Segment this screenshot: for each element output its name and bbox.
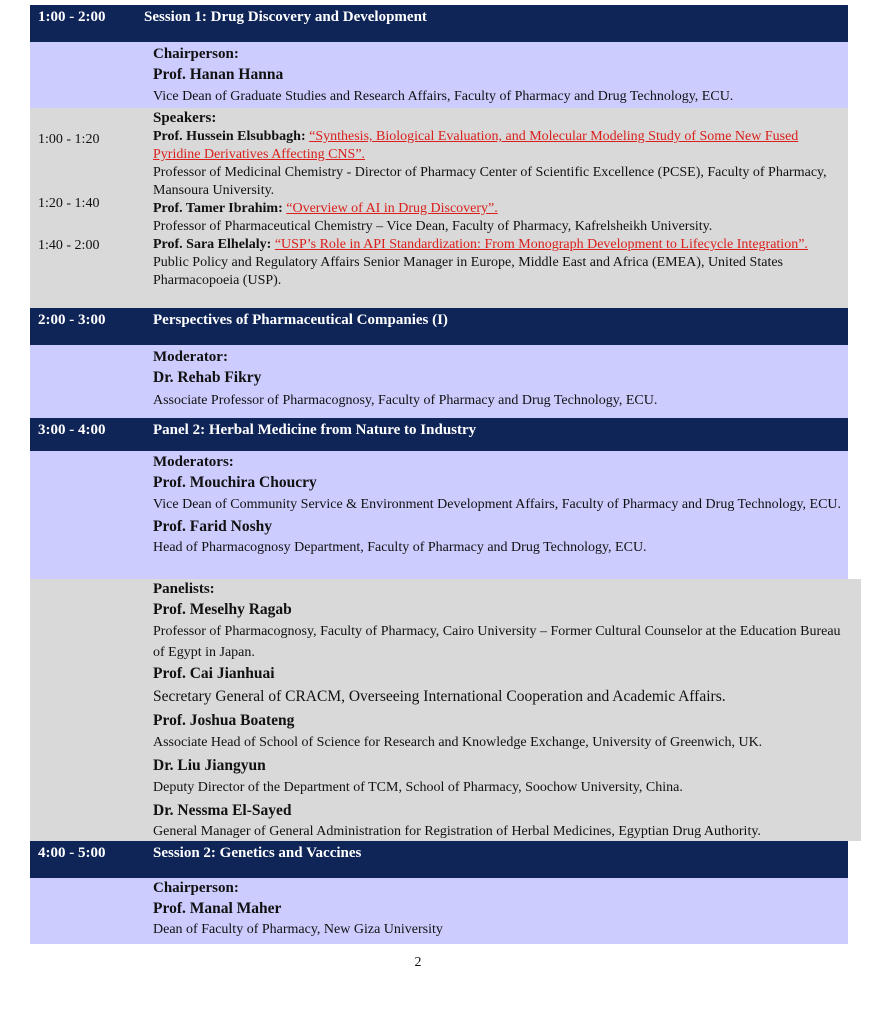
panelist-name: Prof. Meselhy Ragab bbox=[153, 601, 292, 618]
speaker-name: Prof. Tamer Ibrahim: bbox=[153, 201, 283, 216]
panel2-title: Panel 2: Herbal Medicine from Nature to Industry bbox=[153, 422, 477, 438]
talk-title-link[interactable]: “USP’s Role in API Standardization: From Monograph Development to Lifecycle Integration”. bbox=[274, 237, 808, 252]
chair-description: Vice Dean of Graduate Studies and Research Affairs, Faculty of Pharmacy and Drug Technology, ECU. bbox=[153, 89, 734, 104]
session1-time: 1:00 - 2:00 bbox=[38, 9, 106, 25]
chair-role-label: Chairperson: bbox=[153, 880, 239, 896]
panel2-panelists-block bbox=[30, 579, 861, 841]
speaker-description: Professor of Medicinal Chemistry - Director of Pharmacy Center of Scientific Excellence (PCSE), Faculty of Pharmacy, Mansoura University. bbox=[153, 165, 827, 198]
panelists-role-label: Panelists: bbox=[153, 581, 215, 597]
session2-title: Session 2: Genetics and Vaccines bbox=[153, 845, 362, 861]
moderator-name: Prof. Farid Noshy bbox=[153, 518, 272, 535]
panelist-name: Dr. Liu Jiangyun bbox=[153, 757, 266, 774]
session1-header bbox=[30, 5, 848, 42]
moderators-role-label: Moderators: bbox=[153, 454, 234, 470]
speaker-entry-1 bbox=[153, 128, 842, 164]
panel2-moderators-block bbox=[30, 451, 848, 579]
chair-name: Prof. Manal Maher bbox=[153, 900, 282, 917]
perspectives-time: 2:00 - 3:00 bbox=[38, 312, 106, 328]
speaker-entry-2 bbox=[153, 200, 842, 218]
session2-time: 4:00 - 5:00 bbox=[38, 845, 106, 861]
session2-header bbox=[30, 841, 848, 878]
panelist-description: Secretary General of CRACM, Overseeing International Cooperation and Academic Affairs. bbox=[153, 688, 726, 705]
perspectives-title: Perspectives of Pharmaceutical Companies (I) bbox=[153, 312, 448, 328]
panelist-name: Prof. Joshua Boateng bbox=[153, 712, 295, 729]
speaker-name: Prof. Hussein Elsubbagh: bbox=[153, 129, 306, 144]
moderator-description: Head of Pharmacognosy Department, Faculty of Pharmacy and Drug Technology, ECU. bbox=[153, 540, 647, 555]
speakers-role-label: Speakers: bbox=[153, 110, 217, 126]
session1-chair-block bbox=[30, 42, 848, 108]
panelist-description: General Manager of General Administration for Registration of Herbal Medicines, Egyptian Drug Authority. bbox=[153, 824, 761, 839]
session1-speakers-block bbox=[30, 108, 848, 308]
speaker-time-1: 1:00 - 1:20 bbox=[38, 132, 100, 147]
chair-name: Prof. Hanan Hanna bbox=[153, 66, 284, 83]
chair-description: Dean of Faculty of Pharmacy, New Giza University bbox=[153, 922, 443, 937]
moderator-description: Vice Dean of Community Service & Environment Development Affairs, Faculty of Pharmacy and Drug Technology, ECU. bbox=[153, 497, 842, 512]
talk-title-link[interactable]: “Overview of AI in Drug Discovery”. bbox=[286, 201, 498, 216]
speaker-entry-3 bbox=[153, 236, 842, 254]
moderator-name: Prof. Mouchira Choucry bbox=[153, 474, 317, 491]
perspectives-header bbox=[30, 308, 848, 345]
moderator-description: Associate Professor of Pharmacognosy, Faculty of Pharmacy and Drug Technology, ECU. bbox=[153, 393, 658, 408]
panel2-time: 3:00 - 4:00 bbox=[38, 422, 106, 438]
page-number: 2 bbox=[414, 955, 422, 970]
speaker-name: Prof. Sara Elhelaly: bbox=[153, 237, 272, 252]
panelist-description: Professor of Pharmacognosy, Faculty of Pharmacy, Cairo University – Former Cultural Counselor at the Education Bureau of Egypt in Japan. bbox=[153, 624, 841, 660]
moderator-role-label: Moderator: bbox=[153, 349, 228, 365]
panel2-header bbox=[30, 418, 848, 451]
panelist-name: Prof. Cai Jianhuai bbox=[153, 665, 275, 682]
speaker-description: Professor of Pharmaceutical Chemistry – Vice Dean, Faculty of Pharmacy, Kafrelsheikh University. bbox=[153, 219, 713, 234]
panelist-description: Associate Head of School of Science for Research and Knowledge Exchange, University of Greenwich, UK. bbox=[153, 735, 763, 750]
session2-chair-block bbox=[30, 878, 848, 944]
moderator-name: Dr. Rehab Fikry bbox=[153, 369, 262, 386]
panelist-name: Dr. Nessma El-Sayed bbox=[153, 802, 292, 819]
speaker-time-3: 1:40 - 2:00 bbox=[38, 238, 100, 253]
program-page bbox=[30, 5, 848, 944]
chair-role-label: Chairperson: bbox=[153, 46, 239, 62]
speaker-description: Public Policy and Regulatory Affairs Senior Manager in Europe, Middle East and Africa (EMEA), United States Pharmacopoeia (USP). bbox=[153, 255, 783, 288]
panelist-description: Deputy Director of the Department of TCM, School of Pharmacy, Soochow University, China. bbox=[153, 780, 683, 795]
talk-title-link[interactable]: “Synthesis, Biological Evaluation, and Molecular Modeling Study of Some New Fused Pyridine Derivatives Affecting CNS”. bbox=[153, 129, 799, 162]
speaker-time-2: 1:20 - 1:40 bbox=[38, 196, 100, 211]
perspectives-moderator-block bbox=[30, 345, 848, 418]
session1-title: Session 1: Drug Discovery and Development bbox=[144, 9, 427, 25]
